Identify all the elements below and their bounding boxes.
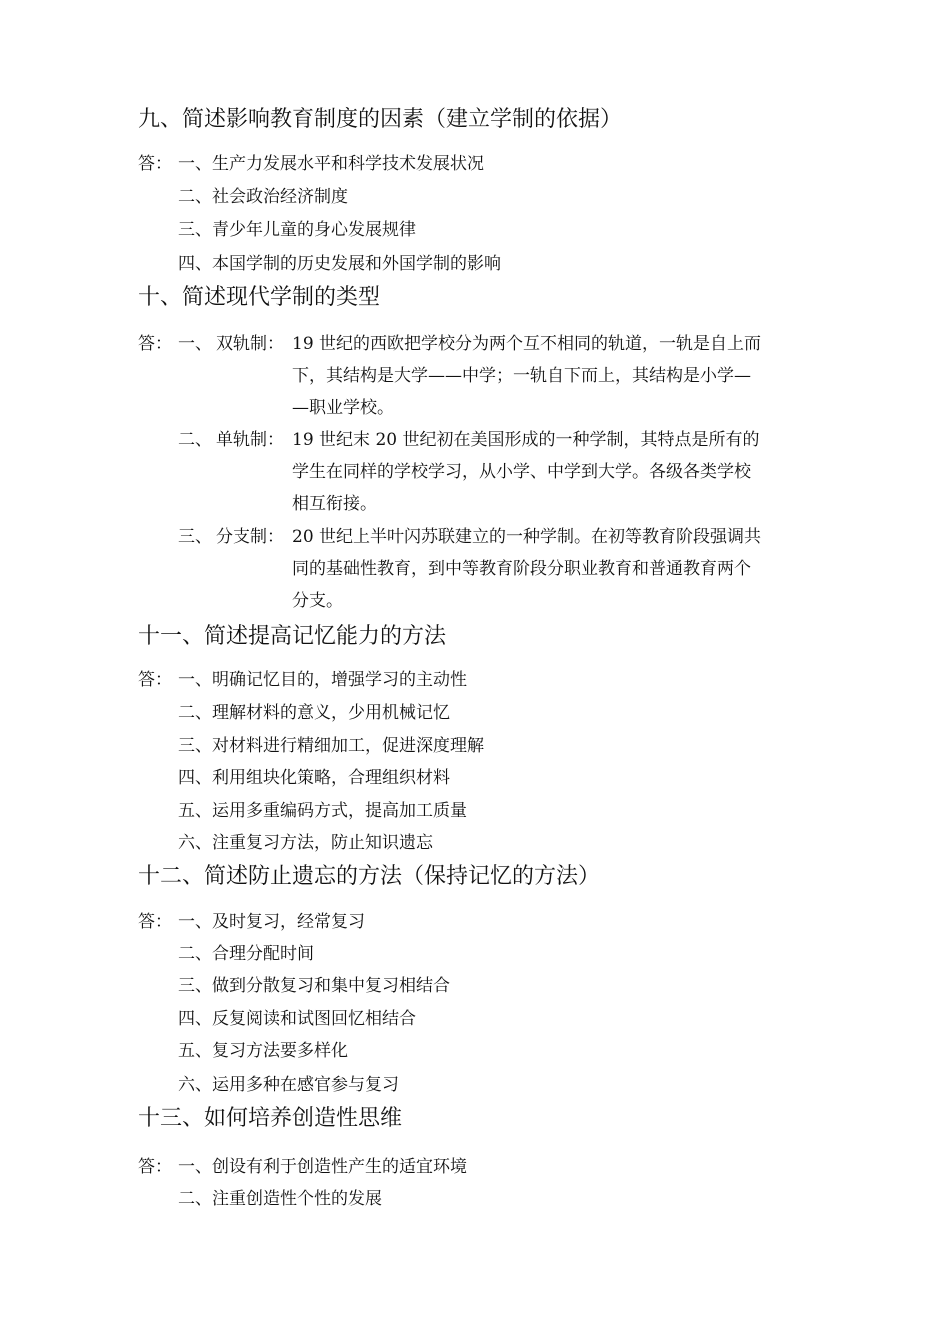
answer-item: 六、注重复习方法，防止知识遗忘 (178, 833, 433, 853)
item-term: 分支制： (216, 527, 284, 547)
answer-label: 答： (138, 670, 172, 690)
answer-item: 五、运用多重编码方式，提高加工质量 (178, 801, 467, 821)
answer-item: 三、对材料进行精细加工，促进深度理解 (178, 736, 484, 756)
answer-item: 一、创设有利于创造性产生的适宜环境 (178, 1157, 467, 1177)
item-description-line: 20 世纪上半叶闪苏联建立的一种学制。在初等教育阶段强调共 (292, 527, 762, 547)
answer-item: 五、复习方法要多样化 (178, 1041, 348, 1061)
section-heading: 十、简述现代学制的类型 (138, 285, 381, 310)
item-number: 一、 (178, 334, 212, 354)
answer-item: 二、合理分配时间 (178, 944, 314, 964)
item-description-line: —职业学校。 (292, 398, 394, 418)
answer-item: 三、青少年儿童的身心发展规律 (178, 220, 416, 240)
section-heading: 十二、简述防止遗忘的方法（保持记忆的方法） (138, 864, 601, 889)
answer-label: 答： (138, 154, 172, 174)
answer-item: 三、做到分散复习和集中复习相结合 (178, 976, 450, 996)
item-description-line: 学生在同样的学校学习，从小学、中学到大学。各级各类学校 (292, 462, 751, 482)
section-heading: 十三、如何培养创造性思维 (138, 1106, 403, 1131)
item-term: 单轨制： (216, 430, 284, 450)
item-description-line: 相互衔接。 (292, 494, 377, 514)
item-description-line: 同的基础性教育，到中等教育阶段分职业教育和普通教育两个 (292, 559, 751, 579)
answer-item: 四、本国学制的历史发展和外国学制的影响 (178, 254, 501, 274)
section-heading: 十一、简述提高记忆能力的方法 (138, 624, 447, 649)
answer-label: 答： (138, 912, 172, 932)
item-number: 三、 (178, 527, 212, 547)
answer-item: 四、反复阅读和试图回忆相结合 (178, 1009, 416, 1029)
answer-item: 一、及时复习，经常复习 (178, 912, 365, 932)
answer-label: 答： (138, 334, 172, 354)
answer-item: 一、明确记忆目的，增强学习的主动性 (178, 670, 467, 690)
answer-item: 六、运用多种在感官参与复习 (178, 1075, 399, 1095)
item-description-line: 下，其结构是大学——中学；一轨自下而上，其结构是小学— (292, 366, 751, 386)
item-term: 双轨制： (216, 334, 284, 354)
item-description-line: 19 世纪末 20 世纪初在美国形成的一种学制，其特点是所有的 (292, 430, 760, 450)
item-description-line: 分支。 (292, 591, 343, 611)
answer-item: 二、理解材料的意义，少用机械记忆 (178, 703, 450, 723)
section-heading: 九、简述影响教育制度的因素（建立学制的依据） (138, 107, 623, 132)
answer-label: 答： (138, 1157, 172, 1177)
item-description-line: 19 世纪的西欧把学校分为两个互不相同的轨道，一轨是自上而 (292, 334, 762, 354)
answer-item: 二、注重创造性个性的发展 (178, 1189, 382, 1209)
answer-item: 四、利用组块化策略，合理组织材料 (178, 768, 450, 788)
answer-item: 一、生产力发展水平和科学技术发展状况 (178, 154, 484, 174)
item-number: 二、 (178, 430, 212, 450)
answer-item: 二、社会政治经济制度 (178, 187, 348, 207)
